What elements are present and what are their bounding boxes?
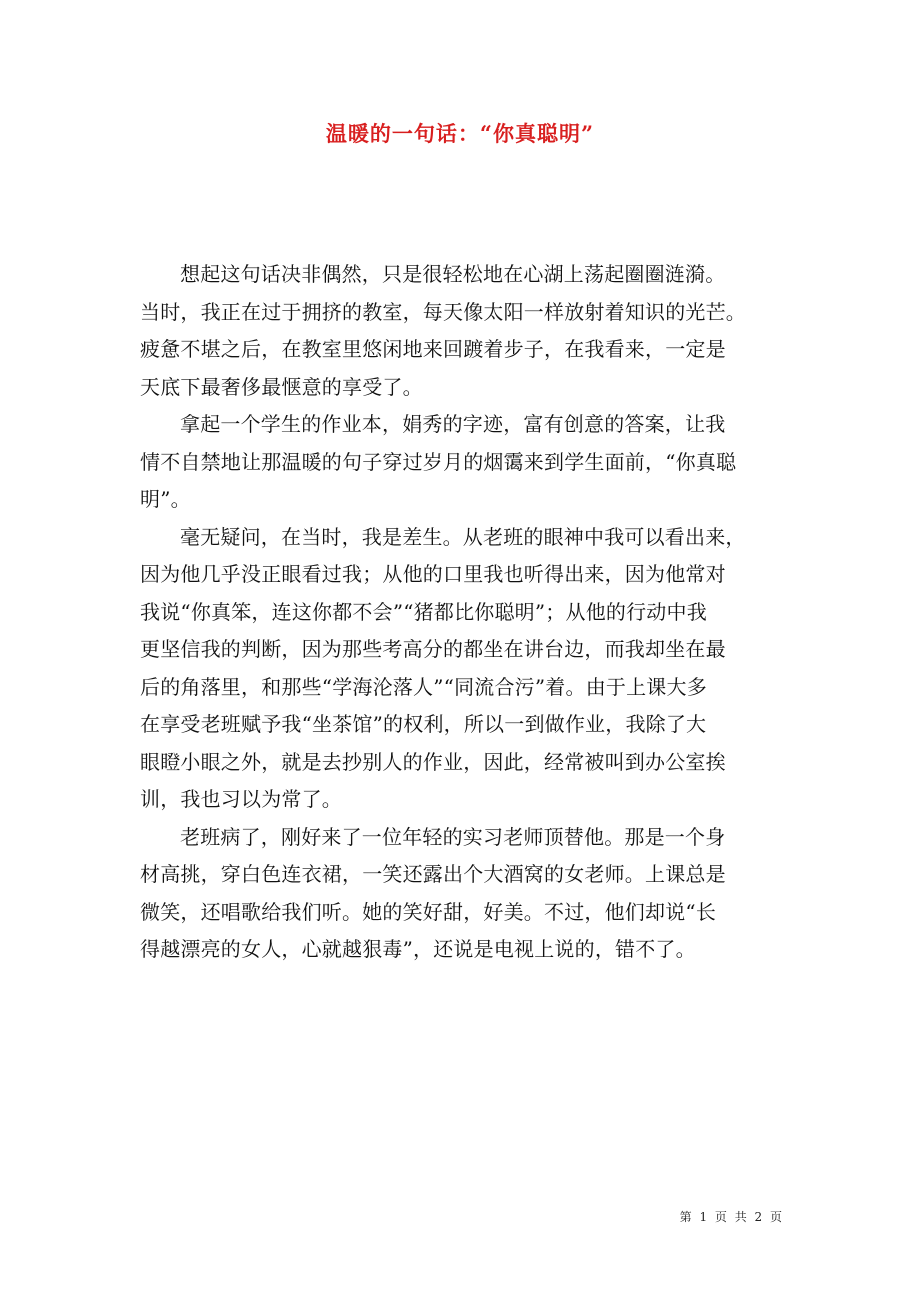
text-line: 老班病了，刚好来了一位年轻的实习老师顶替他。那是一个身 xyxy=(180,824,726,849)
text-line: 我说“你真笨，连这你都不会”“猪都比你聪明”；从他的行动中我 xyxy=(140,599,707,624)
document-body xyxy=(140,256,785,969)
page-number-footer: 第 1 页 共 2 页 xyxy=(679,1210,782,1224)
text-line: 天底下最奢侈最惬意的享受了。 xyxy=(140,374,423,399)
document-title: 温暖的一句话：“你真聪明” xyxy=(325,121,595,146)
text-line: 当时，我正在过于拥挤的教室，每天像太阳一样放射着知识的光芒。 xyxy=(140,299,746,324)
paragraph-3 xyxy=(140,519,785,819)
text-line: 后的角落里，和那些“学海沦落人”“同流合污”着。由于上课大多 xyxy=(140,674,707,699)
text-line: 毫无疑问，在当时，我是差生。从老班的眼神中我可以看出来， xyxy=(180,524,746,549)
paragraph-1 xyxy=(140,256,785,406)
text-line: 微笑，还唱歌给我们听。她的笑好甜，好美。不过，他们却说“长 xyxy=(140,899,717,924)
text-line: 因为他几乎没正眼看过我；从他的口里我也听得出来，因为他常对 xyxy=(140,562,726,586)
paragraph-4 xyxy=(140,819,785,969)
text-line: 拿起一个学生的作业本，娟秀的字迹，富有创意的答案，让我 xyxy=(180,412,726,436)
text-line: 材高挑，穿白色连衣裙，一笑还露出个大酒窝的女老师。上课总是 xyxy=(140,862,726,886)
text-line: 训，我也习以为常了。 xyxy=(140,787,342,811)
text-line: 明”。 xyxy=(140,487,191,511)
text-line: 眼瞪小眼之外，就是去抄别人的作业，因此，经常被叫到办公室挨 xyxy=(140,749,726,774)
text-line: 在享受老班赋予我“坐茶馆”的权利，所以一到做作业，我除了大 xyxy=(140,712,707,736)
paragraph-2 xyxy=(140,406,785,519)
text-line: 更坚信我的判断，因为那些考高分的都坐在讲台边，而我却坐在最 xyxy=(140,637,726,661)
text-line: 疲惫不堪之后，在教室里悠闲地来回踱着步子，在我看来，一定是 xyxy=(140,337,726,361)
text-line: 情不自禁地让那温暖的句子穿过岁月的烟霭来到学生面前，“你真聪 xyxy=(140,449,737,474)
text-line: 得越漂亮的女人，心就越狠毒”，还说是电视上说的，错不了。 xyxy=(140,937,696,961)
text-line: 想起这句话决非偶然，只是很轻松地在心湖上荡起圈圈涟漪。 xyxy=(180,262,726,286)
